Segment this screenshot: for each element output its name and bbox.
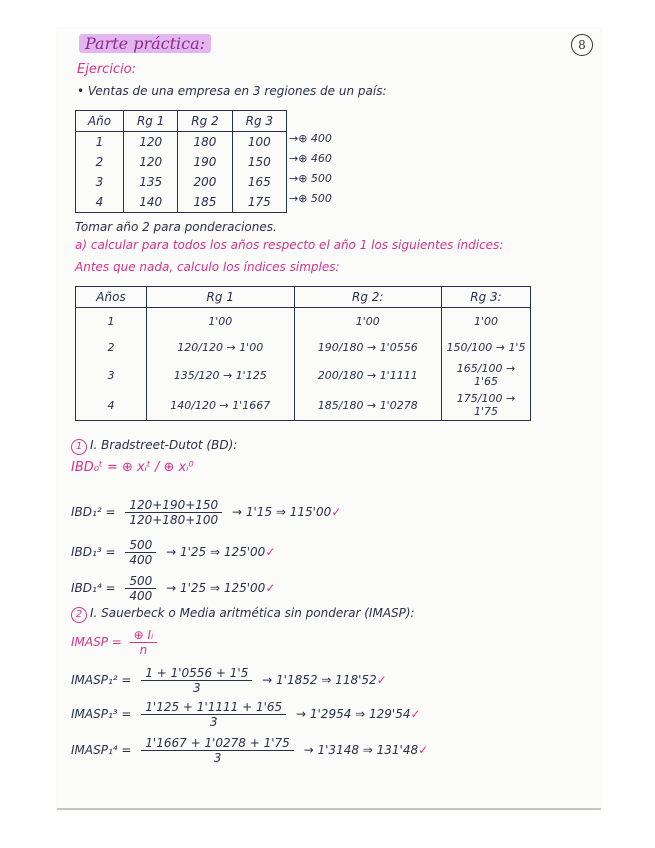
exercise-label: Ejercicio: xyxy=(77,62,137,77)
fraction-denominator: 120+180+100 xyxy=(129,513,219,527)
table-cell: 1'00 xyxy=(442,308,531,335)
fraction-denominator: 400 xyxy=(129,589,153,603)
table-row xyxy=(76,172,287,192)
sales-header-year: Año xyxy=(76,111,124,132)
index-header-rg1: Rg 1 xyxy=(147,287,295,308)
table-cell: 140 xyxy=(123,192,177,213)
table-cell: 4 xyxy=(76,192,124,213)
table-row xyxy=(76,390,531,421)
table-cell: 4 xyxy=(76,390,147,421)
imasp-line xyxy=(71,700,421,729)
index-header-rg2: Rg 2: xyxy=(294,287,442,308)
pre-note: Antes que nada, calculo los índices simples: xyxy=(75,260,340,274)
sales-table xyxy=(75,110,287,213)
imasp-line-lhs: IMASP₁³ = xyxy=(71,707,132,721)
fraction xyxy=(125,498,222,527)
table-cell: 185 xyxy=(178,192,232,213)
fraction xyxy=(125,574,156,603)
bd-line xyxy=(71,574,275,603)
task-a: a) calcular para todos los años respecto el año 1 los siguientes índices: xyxy=(75,238,504,252)
table-cell: 3 xyxy=(76,172,124,192)
table-cell: 190 xyxy=(178,152,232,172)
fraction xyxy=(141,700,286,729)
section2-title: I. Sauerbeck o Media aritmética sin ponderar (IMASP): xyxy=(90,606,415,620)
table-cell: 150/100 → 1'5 xyxy=(442,334,531,360)
table-cell: 200/180 → 1'1111 xyxy=(294,360,442,390)
section1-number: 1 xyxy=(71,439,87,455)
checkmark-icon: ✓ xyxy=(265,581,276,595)
weights-note: Tomar año 2 para ponderaciones. xyxy=(75,220,277,234)
index-header-rg3: Rg 3: xyxy=(442,287,531,308)
table-cell: 200 xyxy=(178,172,232,192)
imasp-line-result: → 1'1852 ⇒ 118'52 xyxy=(262,673,377,687)
section2-heading xyxy=(71,606,415,623)
table-cell: 120 xyxy=(123,132,177,153)
imasp-line-result: → 1'2954 ⇒ 129'54 xyxy=(296,707,411,721)
checkmark-icon: ✓ xyxy=(418,743,429,757)
fraction-numerator: 120+190+150 xyxy=(125,498,222,513)
fraction-numerator: 1 + 1'0556 + 1'5 xyxy=(141,666,252,681)
table-cell: 100 xyxy=(232,132,286,153)
table-cell: 140/120 → 1'1667 xyxy=(147,390,295,421)
bd-line-lhs: IBD₁³ = xyxy=(71,545,116,559)
row-sum: →⊕ 460 xyxy=(289,152,332,165)
table-cell: 185/180 → 1'0278 xyxy=(294,390,442,421)
table-row xyxy=(76,132,287,153)
sales-header-rg3: Rg 3 xyxy=(232,111,286,132)
bd-line-result: → 1'25 ⇒ 125'00 xyxy=(166,545,266,559)
section2-number: 2 xyxy=(71,607,87,623)
table-cell: 1'00 xyxy=(147,308,295,335)
fraction-numerator: 1'1667 + 1'0278 + 1'75 xyxy=(141,736,294,751)
row-sum: →⊕ 500 xyxy=(289,172,332,185)
table-row xyxy=(76,152,287,172)
table-cell: 165/100 → 1'65 xyxy=(442,360,531,390)
checkmark-icon: ✓ xyxy=(265,545,276,559)
checkmark-icon: ✓ xyxy=(376,673,387,687)
table-row xyxy=(76,192,287,213)
fraction xyxy=(130,628,158,657)
fraction-denominator: 3 xyxy=(209,715,218,729)
fraction-denominator: n xyxy=(139,643,148,657)
notebook-page xyxy=(57,28,601,810)
table-cell: 150 xyxy=(232,152,286,172)
bd-line-result: → 1'15 ⇒ 115'00 xyxy=(232,505,332,519)
bd-line-result: → 1'25 ⇒ 125'00 xyxy=(166,581,266,595)
fraction xyxy=(141,736,294,765)
imasp-line xyxy=(71,666,387,695)
index-header-year: Años xyxy=(76,287,147,308)
table-cell: 135 xyxy=(123,172,177,192)
table-row xyxy=(76,360,531,390)
imasp-formula xyxy=(71,628,161,657)
bd-formula: IBD₀ᵗ = ⊕ xᵢᵗ / ⊕ xᵢ⁰ xyxy=(71,460,194,475)
page-title: Parte práctica: xyxy=(79,34,211,53)
imasp-line-result: → 1'3148 ⇒ 131'48 xyxy=(303,743,419,757)
sales-header-rg2: Rg 2 xyxy=(178,111,232,132)
table-cell: 120/120 → 1'00 xyxy=(147,334,295,360)
fraction xyxy=(125,538,156,567)
fraction-denominator: 3 xyxy=(213,751,222,765)
table-cell: 135/120 → 1'125 xyxy=(147,360,295,390)
fraction-denominator: 400 xyxy=(129,553,153,567)
fraction-numerator: 500 xyxy=(125,574,156,589)
table-cell: 3 xyxy=(76,360,147,390)
fraction-numerator: 500 xyxy=(125,538,156,553)
table-cell: 180 xyxy=(178,132,232,153)
fraction-denominator: 3 xyxy=(192,681,201,695)
table-row xyxy=(76,308,531,335)
fraction xyxy=(141,666,252,695)
statement: • Ventas de una empresa en 3 regiones de un país: xyxy=(77,84,387,98)
table-cell: 1 xyxy=(76,308,147,335)
row-sum: →⊕ 400 xyxy=(289,132,332,145)
table-cell: 175 xyxy=(232,192,286,213)
bd-line xyxy=(71,538,275,567)
imasp-line-lhs: IMASP₁² = xyxy=(71,673,132,687)
table-cell: 1'00 xyxy=(294,308,442,335)
section1-title: I. Bradstreet-Dutot (BD): xyxy=(90,438,238,452)
section1-heading xyxy=(71,438,237,455)
imasp-formula-lhs: IMASP = xyxy=(71,635,122,649)
page-number: 8 xyxy=(571,34,593,56)
imasp-line-lhs: IMASP₁⁴ = xyxy=(71,743,132,757)
bd-line-lhs: IBD₁² = xyxy=(71,505,116,519)
fraction-numerator: 1'125 + 1'1111 + 1'65 xyxy=(141,700,286,715)
table-cell: 2 xyxy=(76,152,124,172)
checkmark-icon: ✓ xyxy=(410,707,421,721)
checkmark-icon: ✓ xyxy=(331,505,342,519)
table-row xyxy=(76,334,531,360)
bd-line-lhs: IBD₁⁴ = xyxy=(71,581,116,595)
table-cell: 1 xyxy=(76,132,124,153)
table-cell: 190/180 → 1'0556 xyxy=(294,334,442,360)
fraction-numerator: ⊕ Iᵢ xyxy=(130,628,158,643)
table-cell: 120 xyxy=(123,152,177,172)
sales-header-rg1: Rg 1 xyxy=(123,111,177,132)
bd-line xyxy=(71,498,341,527)
row-sum: →⊕ 500 xyxy=(289,192,332,205)
imasp-line xyxy=(71,736,428,765)
index-table xyxy=(75,286,531,421)
table-cell: 165 xyxy=(232,172,286,192)
table-cell: 2 xyxy=(76,334,147,360)
table-cell: 175/100 → 1'75 xyxy=(442,390,531,421)
